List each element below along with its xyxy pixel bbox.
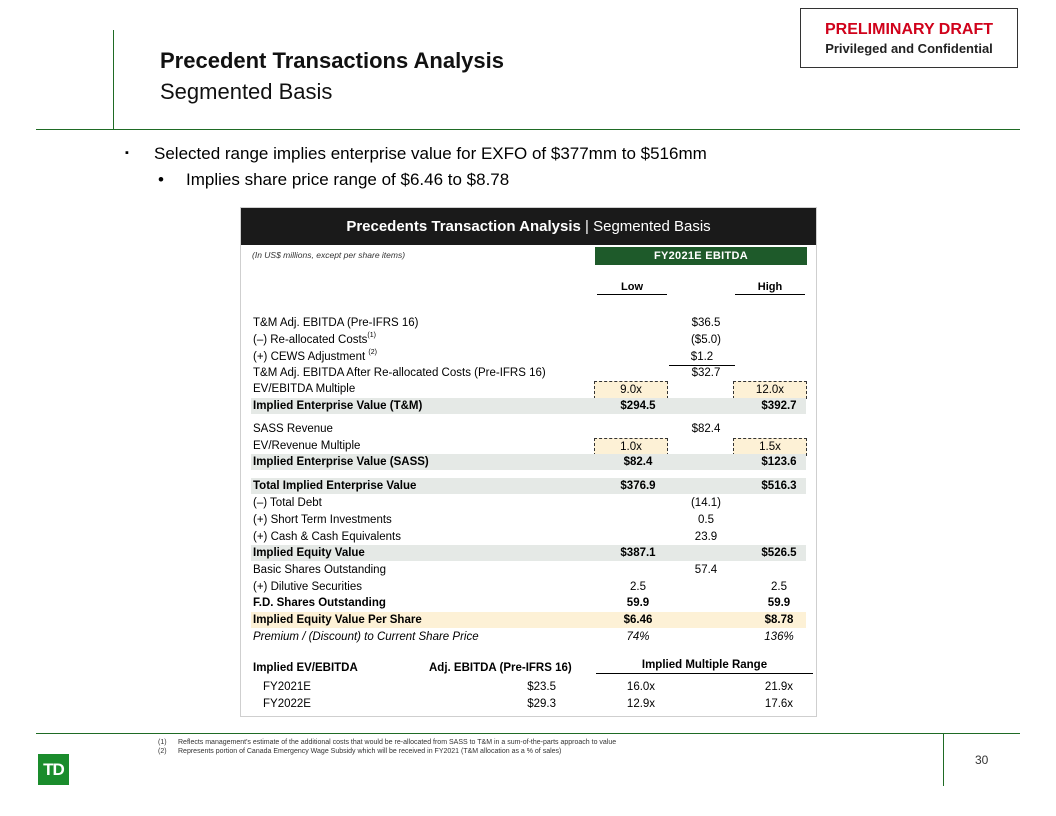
row-label: EV/Revenue Multiple (253, 440, 361, 452)
row-label: (–) Total Debt (253, 497, 322, 509)
table-row (251, 332, 806, 348)
row-value: ($5.0) (690, 334, 722, 346)
multiples-row-high: 21.9x (764, 681, 794, 693)
table-row (251, 512, 806, 528)
input-low: 1.0x (594, 438, 668, 456)
multiples-header-label: Implied EV/EBITDA (253, 662, 358, 674)
row-value: (14.1) (690, 497, 722, 509)
multiples-header (251, 660, 806, 676)
input-high: 1.5x (733, 438, 807, 456)
table-row (251, 365, 806, 381)
column-header-high: High (735, 281, 805, 295)
input-low: 9.0x (594, 381, 668, 399)
table-row (251, 579, 806, 595)
header-divider-horizontal (36, 129, 1020, 130)
row-label: (+) Cash & Cash Equivalents (253, 531, 401, 543)
ebitda-header: FY2021E EBITDA (595, 247, 807, 265)
row-high: $516.3 (761, 480, 797, 492)
footnote-2 (158, 747, 616, 756)
table-row (251, 595, 806, 611)
multiples-row (251, 696, 806, 712)
row-high: $526.5 (761, 547, 797, 559)
table-row (251, 612, 806, 628)
row-value: 23.9 (694, 531, 718, 543)
table-title-separator: | (580, 218, 594, 235)
bullet-2-text: Implies share price range of $6.46 to $8.78 (186, 170, 510, 189)
row-label: Implied Equity Value Per Share (253, 614, 422, 626)
row-high: $8.78 (764, 614, 794, 626)
row-label: T&M Adj. EBITDA (Pre-IFRS 16) (253, 317, 419, 329)
row-label: Basic Shares Outstanding (253, 564, 386, 576)
row-value: $1.2 (669, 349, 735, 366)
page-title: Precedent Transactions Analysis (160, 48, 504, 73)
multiples-header-range: Implied Multiple Range (596, 657, 813, 674)
row-low: $376.9 (620, 480, 656, 492)
row-label: Implied Enterprise Value (SASS) (253, 456, 429, 468)
row-label: SASS Revenue (253, 423, 333, 435)
page-number: 30 (975, 753, 989, 767)
row-high: $123.6 (761, 456, 797, 468)
footnote-2-number: (2) (158, 748, 167, 755)
row-label (253, 349, 377, 365)
row-label: Implied Equity Value (253, 547, 365, 559)
footnote-ref: (1) (367, 332, 376, 339)
confidential-label: Privileged and Confidential (825, 41, 993, 56)
footnotes (158, 738, 616, 756)
table-title-rest: Segmented Basis (593, 218, 711, 235)
row-label: EV/EBITDA Multiple (253, 383, 356, 395)
table-row (251, 349, 806, 365)
table-row (251, 478, 806, 494)
row-low: $82.4 (623, 456, 653, 468)
multiples-row (251, 679, 806, 695)
multiples-row-label: FY2021E (263, 681, 311, 693)
multiples-row-ebitda: $23.5 (527, 681, 556, 693)
footnote-1-text: Reflects management's estimate of the additional costs that would be re-allocated from SASS to T&M in a sum-of-the-parts approach to value (178, 739, 617, 746)
table-row (251, 454, 806, 470)
row-value: $82.4 (691, 423, 721, 435)
table-row (251, 421, 806, 437)
column-header-low: Low (597, 281, 667, 295)
row-high: $392.7 (761, 400, 797, 412)
row-label: F.D. Shares Outstanding (253, 597, 386, 609)
footnote-ref: (2) (368, 349, 377, 356)
row-value: 0.5 (698, 514, 714, 526)
row-label: (+) Short Term Investments (253, 514, 392, 526)
input-high: 12.0x (733, 381, 807, 399)
multiples-row-label: FY2022E (263, 698, 311, 710)
table-row (251, 629, 806, 645)
valuation-table (240, 207, 817, 717)
table-row (251, 495, 806, 511)
footnote-1 (158, 738, 616, 747)
units-note: (In US$ millions, except per share items) (252, 250, 406, 260)
multiples-row-high: 17.6x (764, 698, 794, 710)
td-logo: TD (38, 754, 69, 785)
row-label: T&M Adj. EBITDA After Re-allocated Costs (Pre-IFRS 16) (253, 367, 546, 379)
table-row (251, 381, 806, 397)
header-divider-vertical (113, 30, 114, 130)
row-label: Implied Enterprise Value (T&M) (253, 400, 423, 412)
row-label-text: (–) Re-allocated Costs (253, 334, 368, 346)
row-high: 136% (764, 631, 794, 643)
footer-divider-horizontal (36, 733, 1020, 734)
draft-label: PRELIMINARY DRAFT (825, 21, 993, 38)
footer-divider-vertical (943, 733, 944, 786)
row-label-text: (+) CEWS Adjustment (253, 351, 366, 363)
row-value: $36.5 (691, 317, 721, 329)
row-low: 2.5 (630, 581, 646, 593)
row-low: $387.1 (620, 547, 656, 559)
table-row (251, 438, 806, 454)
row-high: 2.5 (771, 581, 787, 593)
table-row (251, 562, 806, 578)
table-row (251, 398, 806, 414)
page-subtitle: Segmented Basis (160, 79, 333, 104)
multiples-row-low: 12.9x (626, 698, 656, 710)
multiples-header-ebitda: Adj. EBITDA (Pre-IFRS 16) (429, 662, 572, 674)
row-value: $32.7 (691, 367, 721, 379)
round-bullet-icon: • (158, 170, 164, 189)
row-label: Total Implied Enterprise Value (253, 480, 417, 492)
row-high: 59.9 (767, 597, 791, 609)
table-title (241, 208, 816, 245)
row-low: 74% (626, 631, 650, 643)
row-value: 57.4 (694, 564, 718, 576)
row-low: $294.5 (620, 400, 656, 412)
bullet-1-text: Selected range implies enterprise value for EXFO of $377mm to $516mm (154, 144, 707, 163)
table-row (251, 529, 806, 545)
footnote-1-number: (1) (158, 739, 167, 746)
row-label (253, 332, 376, 348)
footnote-2-text: Represents portion of Canada Emergency Wage Subsidy which will be received in FY2021 (T&M allocation as a % of sales) (178, 748, 562, 755)
table-title-bold: Precedents Transaction Analysis (346, 218, 581, 235)
draft-badge (800, 8, 1018, 68)
row-low: 59.9 (626, 597, 650, 609)
row-low: $6.46 (623, 614, 653, 626)
square-bullet-icon: ▪ (125, 147, 129, 159)
multiples-row-low: 16.0x (626, 681, 656, 693)
row-label: (+) Dilutive Securities (253, 581, 362, 593)
table-row (251, 315, 806, 331)
row-label: Premium / (Discount) to Current Share Price (253, 631, 479, 643)
table-row (251, 545, 806, 561)
multiples-row-ebitda: $29.3 (527, 698, 556, 710)
